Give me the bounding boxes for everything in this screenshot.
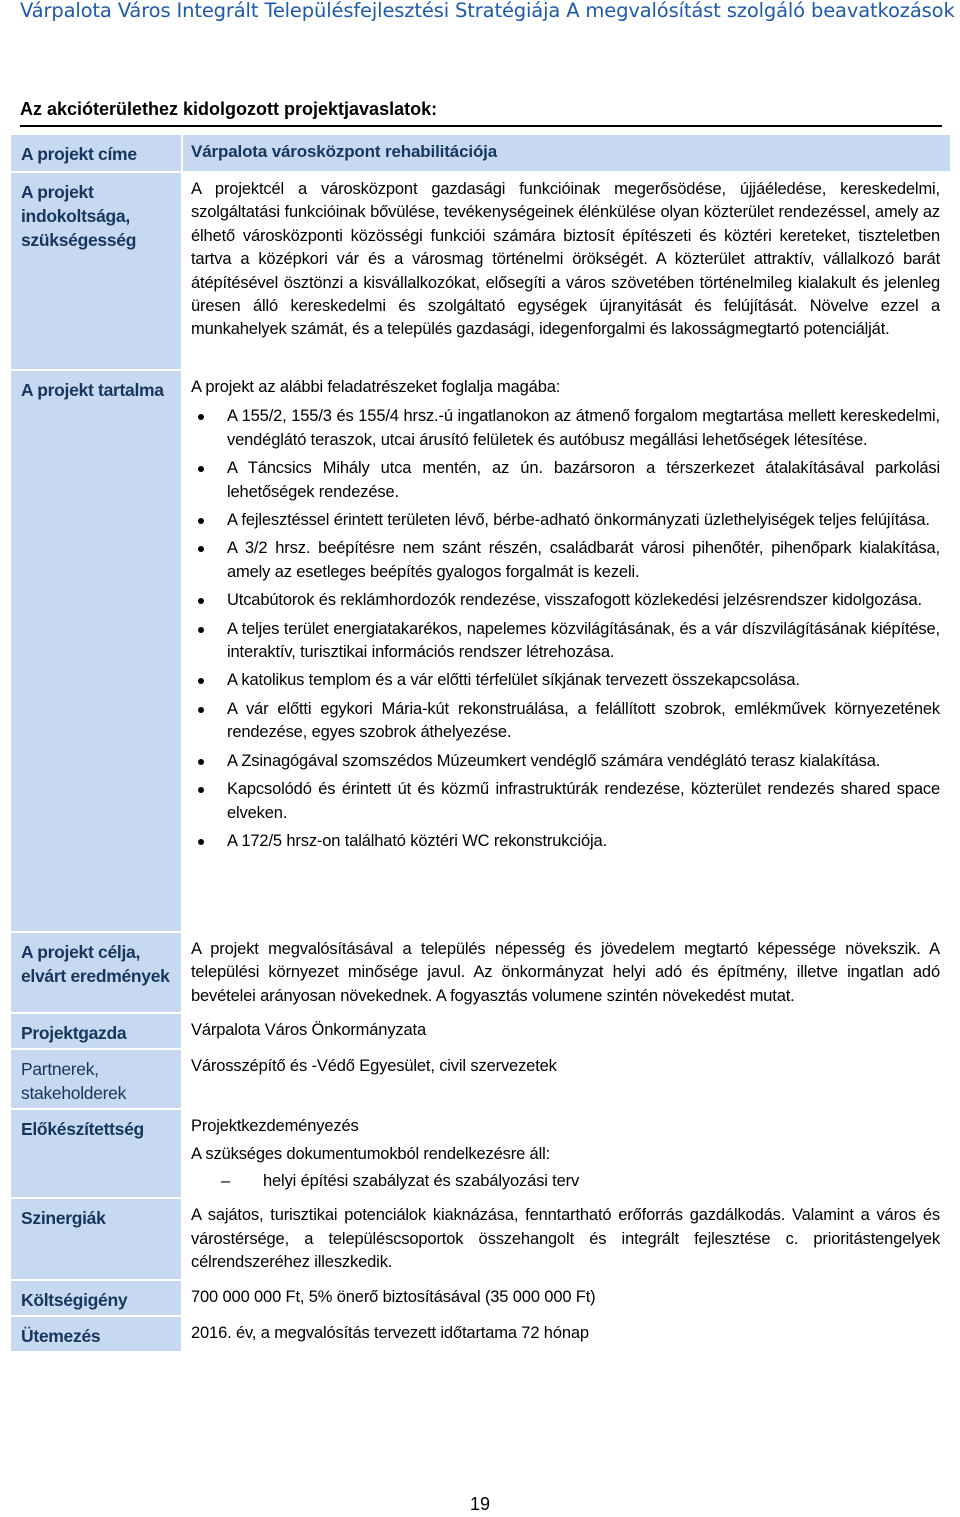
value-partners: Városszépítő és -Védő Egyesület, civil szervezetek (182, 1049, 951, 1109)
running-header: Várpalota Város Integrált Településfejlesztési Stratégiája A megvalósítást szolgáló beavatkozások (20, 0, 955, 22)
list-item: A 3/2 hrsz. beépítésre nem szánt részén, családbarát városi pihenőtér, pihenőpark kialakítása, amely az esetleges beépítés gyalogos forgalmát is kezeli. (191, 537, 940, 584)
label-justification: A projekt indokoltsága, szükségesség (10, 172, 182, 370)
row-synergies (10, 1198, 951, 1280)
value-goals: A projekt megvalósításával a település népesség és jövedelem megtartó képessége növekszik. A települési környezet minősége javul. Az önkormányzat helyi adó és építmény, illetve ingatlan adó bevételei arányosan növekednek. A fogyasztás volumene szintén növekedést mutat. (182, 932, 951, 1013)
list-item: A Táncsics Mihály utca mentén, az ún. bazársoron a térszerkezet átalakításával parkolási lehetőségek rendezése. (191, 457, 940, 504)
label-content: A projekt tartalma (10, 370, 182, 932)
row-goals (10, 932, 951, 1013)
readiness-intro: A szükséges dokumentumokból rendelkezésre áll: (191, 1144, 551, 1163)
list-item: A Zsinagógával szomszédos Múzeumkert vendéglő számára vendéglátó terasz kialakítása. (191, 750, 940, 773)
list-item: Utcabútorok és reklámhordozók rendezése, visszafogott közlekedési jelzésrendszer kidolgozása. (191, 589, 940, 612)
value-cost: 700 000 000 Ft, 5% önerő biztosításával (35 000 000 Ft) (182, 1280, 951, 1316)
value-owner: Várpalota Város Önkormányzata (182, 1013, 951, 1049)
value-project-title: Várpalota városközpont rehabilitációja (182, 134, 951, 172)
label-synergies: Szinergiák (10, 1198, 182, 1280)
content-intro: A projekt az alábbi feladatrészeket foglalja magába: (191, 378, 561, 396)
label-project-title: A projekt címe (10, 134, 182, 172)
list-item: A 155/2, 155/3 és 155/4 hrsz.-ú ingatlanokon az átmenő forgalom megtartása mellett kereskedelmi, vendéglátó teraszok, utcai árusító felületek és autóbusz megállási lehetőségek létesítése. (191, 405, 940, 452)
content-list (191, 405, 940, 853)
readiness-dash-item: – helyi építési szabályzat és szabályozási terv (191, 1170, 940, 1193)
row-justification (10, 172, 951, 370)
label-readiness: Előkészítettség (10, 1109, 182, 1198)
project-table (9, 133, 952, 1353)
row-schedule (10, 1316, 951, 1352)
section-title-underline (20, 125, 942, 127)
label-goals: A projekt célja, elvárt eredmények (10, 932, 182, 1013)
readiness-status: Projektkezdeményezés (191, 1117, 359, 1136)
row-partners (10, 1049, 951, 1109)
row-cost (10, 1280, 951, 1316)
value-content (182, 370, 951, 932)
row-owner (10, 1013, 951, 1049)
list-item: A vár előtti egykori Mária-kút rekonstruálása, a felállított szobrok, emlékművek környezetének rendezése, egyes szobrok áthelyezése. (191, 698, 940, 745)
row-content (10, 370, 951, 932)
label-owner: Projektgazda (10, 1013, 182, 1049)
value-schedule: 2016. év, a megvalósítás tervezett időtartama 72 hónap (182, 1316, 951, 1352)
value-synergies: A sajátos, turisztikai potenciálok kiaknázása, fenntartható erőforrás gazdálkodás. Valamint a város és várostérsége, a településcsoportok összehangolt és integrált fejlesztése c. prioritástengelyek célrendszeréhez illeszkedik. (182, 1198, 951, 1280)
list-item: A fejlesztéssel érintett területen lévő, bérbe-adható önkormányzati üzlethelyiségek teljes felújítása. (191, 509, 940, 532)
label-schedule: Ütemezés (10, 1316, 182, 1352)
value-readiness (182, 1109, 951, 1198)
value-justification: A projektcél a városközpont gazdasági funkcióinak megerősödése, újjáéledése, kereskedelmi, szolgáltatási funkcióinak bővülése, tevékenységeinek élénkülése olyan közterület rendezéssel, amely az élhető városközponti közösségi funkciói számára biztosít építészeti és köztéri kereteket, tiszteletben tartva a középkori vár és a városmag történelmi örökségét. A közterület attraktív, vállalkozó barát átépítésével ösztönzi a kisvállalkozókat, elősegíti a város szövetében történelmileg kialakult és jelenleg üresen álló kereskedelmi és szolgáltató egységek újranyitását és felújítását. Növelve ezzel a munkahelyek számát, és a település gazdasági, idegenforgalmi és lakosságmegtartó potenciálját. (182, 172, 951, 370)
list-item: Kapcsolódó és érintett út és közmű infrastruktúrák rendezése, közterület rendezés shared space elveken. (191, 778, 940, 825)
row-project-title (10, 134, 951, 172)
page-number: 19 (469, 1494, 491, 1514)
label-partners: Partnerek, stakeholderek (10, 1049, 182, 1109)
list-item: A teljes terület energiatakarékos, napelemes közvilágításának, és a vár díszvilágításának kiépítése, interaktív, turisztikai információs rendszer létrehozása. (191, 618, 940, 665)
list-item: A 172/5 hrsz-on található köztéri WC rekonstrukciója. (191, 830, 940, 853)
section-title: Az akcióterülethez kidolgozott projektjavaslatok: (20, 99, 438, 119)
row-readiness (10, 1109, 951, 1198)
list-item: A katolikus templom és a vár előtti térfelület síkjának tervezett összekapcsolása. (191, 669, 940, 692)
label-cost: Költségigény (10, 1280, 182, 1316)
